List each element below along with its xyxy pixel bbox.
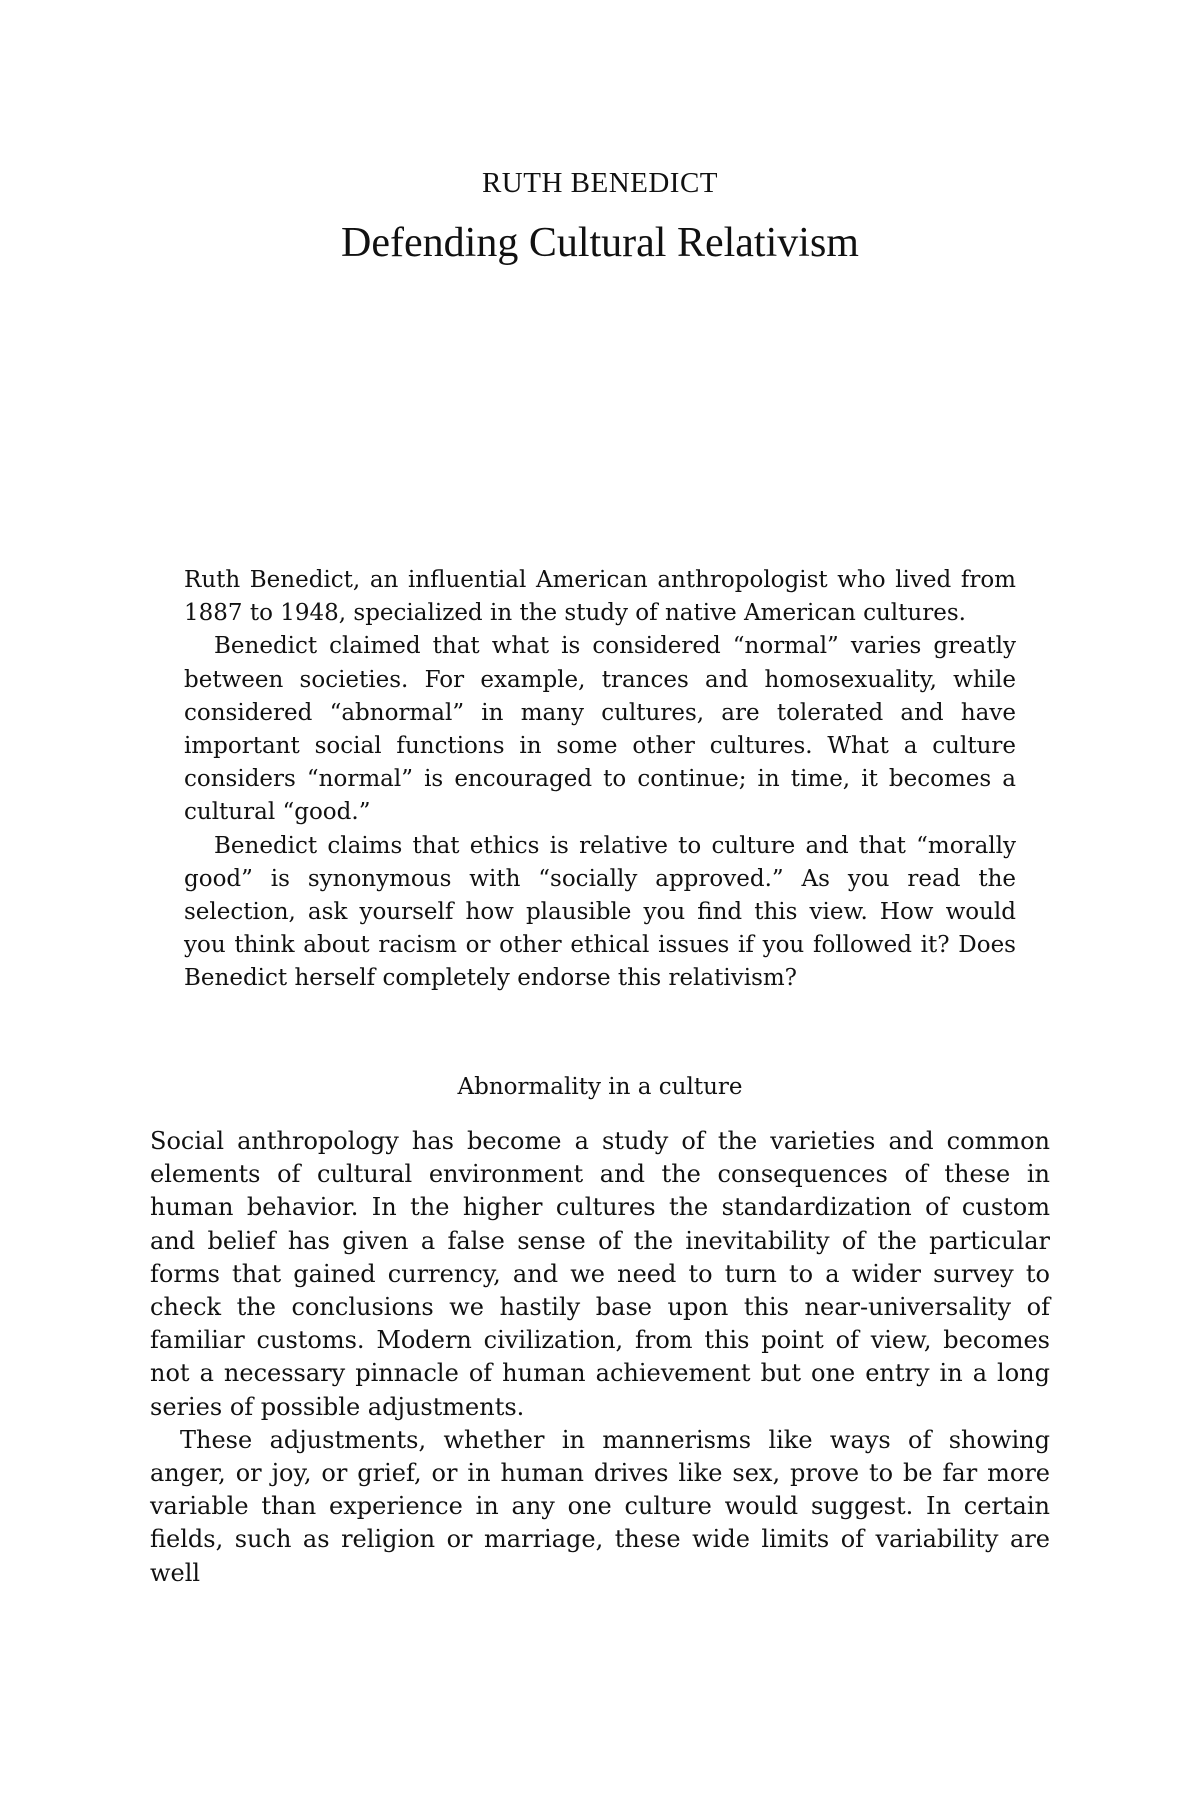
intro-paragraph: Benedict claims that ethics is relative to culture and that “morally good” is synonymous with “socially approved.” As you read the selection, ask yourself how plausible you find this view. How would you think about racism or other ethical issues if you followed it? Does Benedict herself completely endorse this relativism? — [184, 832, 1016, 992]
section-heading: Abnormality in a culture — [457, 1074, 743, 1100]
body-paragraph: Social anthropology has become a study of the varieties and common elements of cultural environment and the consequences of these in human behavior. In the higher cultures the standardization of custom and belief has given a false sense of the inevitability of the particular forms that gained currency, and we need to turn to a wider survey to check the conclusions we hastily base upon this near-universality of familiar customs. Modern civilization, from this point of view, becomes not a necessary pinnacle of human achievement but one entry in a long series of possible adjustments. — [150, 1127, 1050, 1421]
intro-paragraph: Benedict claimed that what is considered “normal” varies greatly between societies. For example, trances and homosexuality, while considered “abnormal” in many cultures, are tolerated and have important social functions in some other cultures. What a culture considers “normal” is encouraged to continue; in time, it becomes a cultural “good.” — [184, 633, 1016, 826]
page-title: Defending Cultural Relativism — [341, 220, 859, 266]
introduction — [184, 564, 1016, 996]
section-body — [150, 1125, 1050, 1590]
intro-paragraph: Ruth Benedict, an influential American anthropologist who lived from 1887 to 1948, specialized in the study of native American cultures. — [184, 567, 1016, 627]
author-name: RUTH BENEDICT — [481, 167, 719, 199]
body-paragraph: These adjustments, whether in mannerisms like ways of showing anger, or joy, or grief, or in human drives like sex, prove to be far more variable than experience in any one culture would suggest. In certain fields, such as religion or marriage, these wide limits of variability are well — [150, 1425, 1050, 1587]
